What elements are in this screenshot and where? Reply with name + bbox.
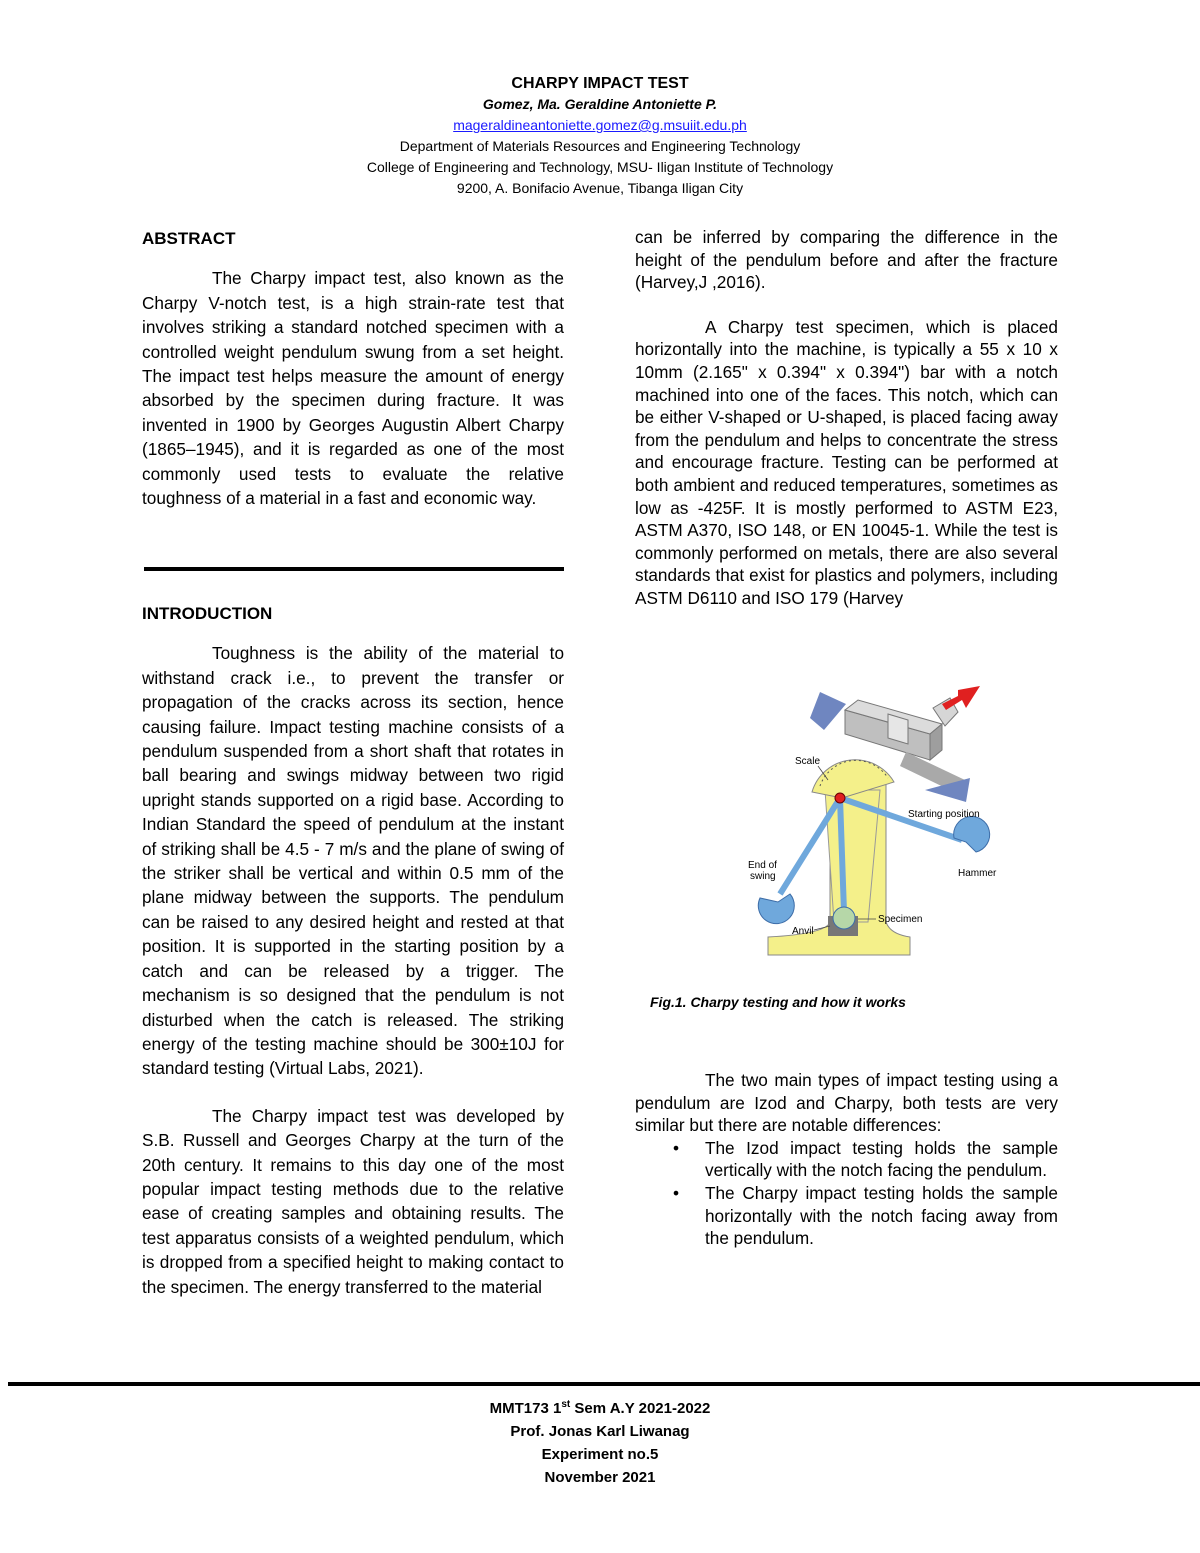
label-anvil: Anvil [792,926,814,937]
label-scale: Scale [795,756,821,767]
author-email-link[interactable]: mageraldineantoniette.gomez@g.msuiit.edu.ph [453,117,747,133]
right-column [635,226,1058,610]
list-item-text: The Charpy impact testing holds the sample horizontally with the notch facing away from the pendulum. [705,1182,1058,1249]
footer-divider [8,1382,1200,1386]
introduction-paragraph-2: The Charpy impact test was developed by S.B. Russell and Georges Charpy at the turn of the 20th century. It remains to this day one of the most popular impact testing methods due to the relative ease of creating samples and obtaining results. The test apparatus consists of a weighted pendulum, which is dropped from a specified height to making contact to the specimen. The energy transferred to the material [142,1105,564,1297]
label-end-of: End of [748,860,777,871]
right-column-lower [635,1069,1058,1250]
experiment-line: Experiment no.5 [541,1446,659,1463]
label-specimen: Specimen [878,914,923,925]
author-name: Gomez, Ma. Geraldine Antoniette P. [482,96,718,112]
pivot [835,793,845,803]
right-paragraph-2: A Charpy test specimen, which is placed horizontally into the machine, is typically a 55 x 10 x 10mm (2.165" x 0.394" x 0.394") bar with a notch machined into one of the faces. This notch, which can be either V-shaped or U-shaped, is placed facing away from the pendulum and helps to concentrate the stress and encourage fracture. Testing can be performed at both ambient and reduced temperatures, sometimes as low as -425F. It is mostly performed to ASTM E23, ASTM A370, ISO 148, or EN 10045-1. While the test is commonly performed on metals, there are also several standards that exist for plastics and polymers, including ASTM D6110 and ISO 179 (Harvey [635,316,1058,608]
course-superscript: st [561,1399,571,1410]
left-column-intro [142,602,564,1299]
course-prefix: MMT173 1 [489,1400,562,1417]
paper-title: CHARPY IMPACT TEST [511,75,689,92]
list-item [635,1137,1058,1182]
specimen-hammer [833,907,855,929]
department-line: Department of Materials Resources and Engineering Technology [399,138,801,154]
page-footer [0,1393,1200,1489]
abstract-divider [144,567,564,571]
figure-caption: Fig.1. Charpy testing and how it works [650,994,906,1010]
hammer-start [954,817,990,852]
professor-line: Prof. Jonas Karl Liwanag [510,1423,690,1440]
charpy-figure [740,672,1010,988]
course-suffix: Sem A.Y 2021-2022 [570,1400,711,1417]
vertical-arm [840,798,844,912]
right-paragraph-1: can be inferred by comparing the difference in the height of the pendulum before and after the fracture (Harvey,J ,2016). [635,227,1058,293]
list-item [635,1182,1058,1250]
introduction-heading: INTRODUCTION [142,604,273,623]
bullet-dot: • [673,1182,680,1203]
date-line: November 2021 [544,1469,656,1486]
course-line [0,1393,1200,1420]
introduction-paragraph-1: Toughness is the ability of the material to withstand crack i.e., to prevent the transfer or propagation of the cracks across its section, hence causing failure. Impact testing machine consists of a pendulum suspended from a short shaft that rotates in ball bearing and swings midway between two rigid upright stands supported on a rigid base. According to Indian Standard the speed of pendulum at the instant of striking shall be 4.5 - 7 m/s and the plane of swing of the striker shall be vertical and within 0.5 mm of the plane midway between the supports. The pendulum can be raised to any desired height and rested at that position. It is supported in the starting position by a catch and can be released by a trigger. The mechanism is so designed that the pendulum is not disturbed when the catch is released. The striking energy of the testing machine should be 300±10J for standard testing (Virtual Labs, 2021). [142,643,564,1079]
list-item-text: The Izod impact testing holds the sample vertically with the notch facing the pendulum. [705,1137,1058,1181]
address-line: 9200, A. Bonifacio Avenue, Tibanga Iligan City [456,180,744,196]
right-paragraph-3: The two main types of impact testing using a pendulum are Izod and Charpy, both tests are very similar but there are notable differences: [635,1070,1058,1136]
paper-header [0,73,1200,199]
college-line: College of Engineering and Technology, MSU- Iligan Institute of Technology [366,159,834,175]
label-starting-position: Starting position [908,809,980,820]
label-swing: swing [750,871,776,882]
label-hammer: Hammer [958,868,997,879]
hammer-end [758,894,794,924]
left-column [142,227,564,510]
abstract-heading: ABSTRACT [142,229,236,248]
abstract-text: The Charpy impact test, also known as the Charpy V-notch test, is a high strain-rate test that involves striking a standard notched specimen with a controlled weight pendulum swung from a set height. The impact test helps measure the amount of energy absorbed by the specimen during fracture. It was invented in 1900 by Georges Augustin Albert Charpy (1865–1945), and it is regarded as one of the most commonly used tests to evaluate the relative toughness of a material in a fast and economic way. [142,268,564,509]
bullet-dot: • [673,1137,680,1158]
differences-list [635,1137,1058,1250]
